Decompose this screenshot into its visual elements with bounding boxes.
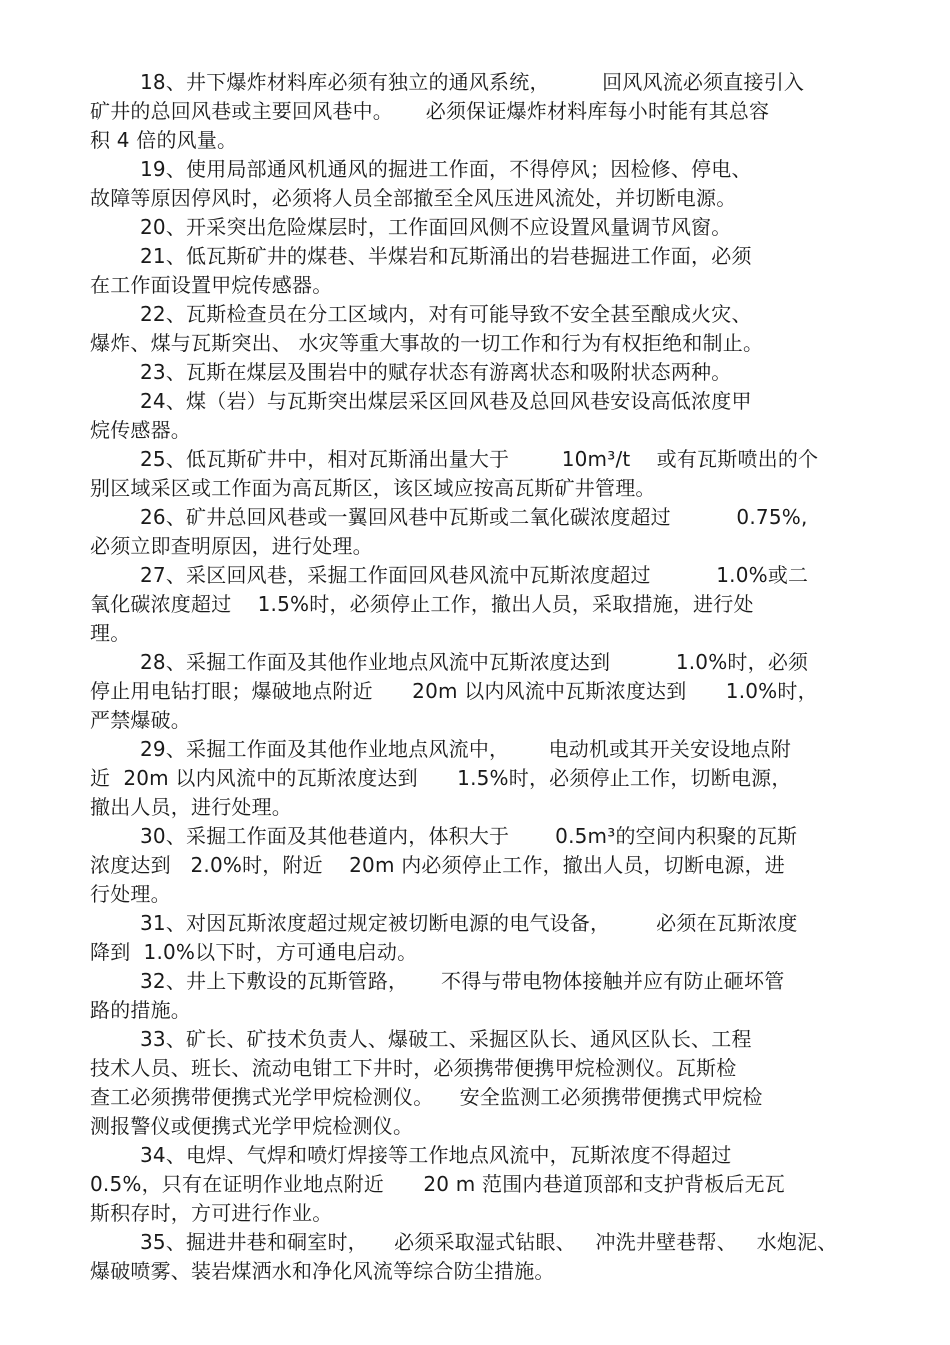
text-line: 在工作面设置甲烷传感器。 (90, 273, 333, 297)
text-line: 斯积存时，方可进行作业。 (90, 1201, 333, 1225)
text-line: 29、采掘工作面及其他作业地点风流中， 电动机或其开关安设地点附 (140, 737, 791, 761)
text-line: 别区域采区或工作面为高瓦斯区，该区域应按高瓦斯矿井管理。 (90, 476, 656, 500)
text-line: 查工必须携带便携式光学甲烷检测仪。 安全监测工必须携带便携式甲烷检 (90, 1085, 763, 1109)
text-line: 31、对因瓦斯浓度超过规定被切断电源的电气设备， 必须在瓦斯浓度 (140, 911, 798, 935)
text-line: 技术人员、班长、流动电钳工下井时，必须携带便携甲烷检测仪。瓦斯检 (90, 1056, 737, 1080)
text-line: 27、采区回风巷，采掘工作面回风巷风流中瓦斯浓度超过 1.0%或二 (140, 563, 809, 587)
text-line: 32、井上下敷设的瓦斯管路， 不得与带电物体接触并应有防止砸坏管 (140, 969, 785, 993)
text-line: 25、低瓦斯矿井中，相对瓦斯涌出量大于 10m³/t 或有瓦斯喷出的个 (140, 447, 819, 471)
text-line: 23、瓦斯在煤层及围岩中的赋存状态有游离状态和吸附状态两种。 (140, 360, 732, 384)
text-line: 理。 (90, 621, 131, 645)
text-line: 积 4 倍的风量。 (90, 128, 238, 152)
text-line: 35、掘进井巷和硐室时， 必须采取湿式钻眼、 冲洗井壁巷帮、 水炮泥、 (140, 1230, 838, 1254)
text-line: 降到 1.0%以下时，方可通电启动。 (90, 940, 418, 964)
text-line: 33、矿长、矿技术负责人、爆破工、采掘区队长、通风区队长、工程 (140, 1027, 752, 1051)
text-line: 34、电焊、气焊和喷灯焊接等工作地点风流中，瓦斯浓度不得超过 (140, 1143, 732, 1167)
text-line: 矿井的总回风巷或主要回风巷中。 必须保证爆炸材料库每小时能有其总容 (90, 99, 770, 123)
text-line: 24、煤（岩）与瓦斯突出煤层采区回风巷及总回风巷安设高低浓度甲 (140, 389, 752, 413)
text-line: 26、矿井总回风巷或一翼回风巷中瓦斯或二氧化碳浓度超过 0.75%, (140, 505, 808, 529)
text-line: 必须立即查明原因，进行处理。 (90, 534, 373, 558)
text-line: 30、采掘工作面及其他巷道内，体积大于 0.5m³的空间内积聚的瓦斯 (140, 824, 798, 848)
text-line: 严禁爆破。 (90, 708, 191, 732)
text-line: 故障等原因停风时，必须将人员全部撤至全风压进风流处，并切断电源。 (90, 186, 737, 210)
text-line: 爆破喷雾、装岩煤洒水和净化风流等综合防尘措施。 (90, 1259, 555, 1283)
text-line: 19、使用局部通风机通风的掘进工作面，不得停风；因检修、停电、 (140, 157, 752, 181)
text-line: 0.5%，只有在证明作业地点附近 20 m 范围内巷道顶部和支护背板后无瓦 (90, 1172, 786, 1196)
text-line: 浓度达到 2.0%时，附近 20m 内必须停止工作，撤出人员，切断电源，进 (90, 853, 786, 877)
text-line: 停止用电钻打眼；爆破地点附近 20m 以内风流中瓦斯浓度达到 1.0%时， (90, 679, 818, 703)
text-line: 20、开采突出危险煤层时，工作面回风侧不应设置风量调节风窗。 (140, 215, 732, 239)
text-line: 测报警仪或便携式光学甲烷检测仪。 (90, 1114, 414, 1138)
text-line: 28、采掘工作面及其他作业地点风流中瓦斯浓度达到 1.0%时，必须 (140, 650, 809, 674)
text-line: 近 20m 以内风流中的瓦斯浓度达到 1.5%时，必须停止工作，切断电源， (90, 766, 792, 790)
text-line: 路的措施。 (90, 998, 191, 1022)
text-line: 爆炸、煤与瓦斯突出、 水灾等重大事故的一切工作和行为有权拒绝和制止。 (90, 331, 764, 355)
text-line: 21、低瓦斯矿井的煤巷、半煤岩和瓦斯涌出的岩巷掘进工作面，必须 (140, 244, 752, 268)
text-line: 氧化碳浓度超过 1.5%时，必须停止工作，撤出人员，采取措施，进行处 (90, 592, 754, 616)
text-line: 22、瓦斯检查员在分工区域内，对有可能导致不安全甚至酿成火灾、 (140, 302, 752, 326)
text-line: 撤出人员，进行处理。 (90, 795, 292, 819)
text-line: 18、井下爆炸材料库必须有独立的通风系统， 回风风流必须直接引入 (140, 70, 805, 94)
text-line: 烷传感器。 (90, 418, 191, 442)
text-line: 行处理。 (90, 882, 171, 906)
